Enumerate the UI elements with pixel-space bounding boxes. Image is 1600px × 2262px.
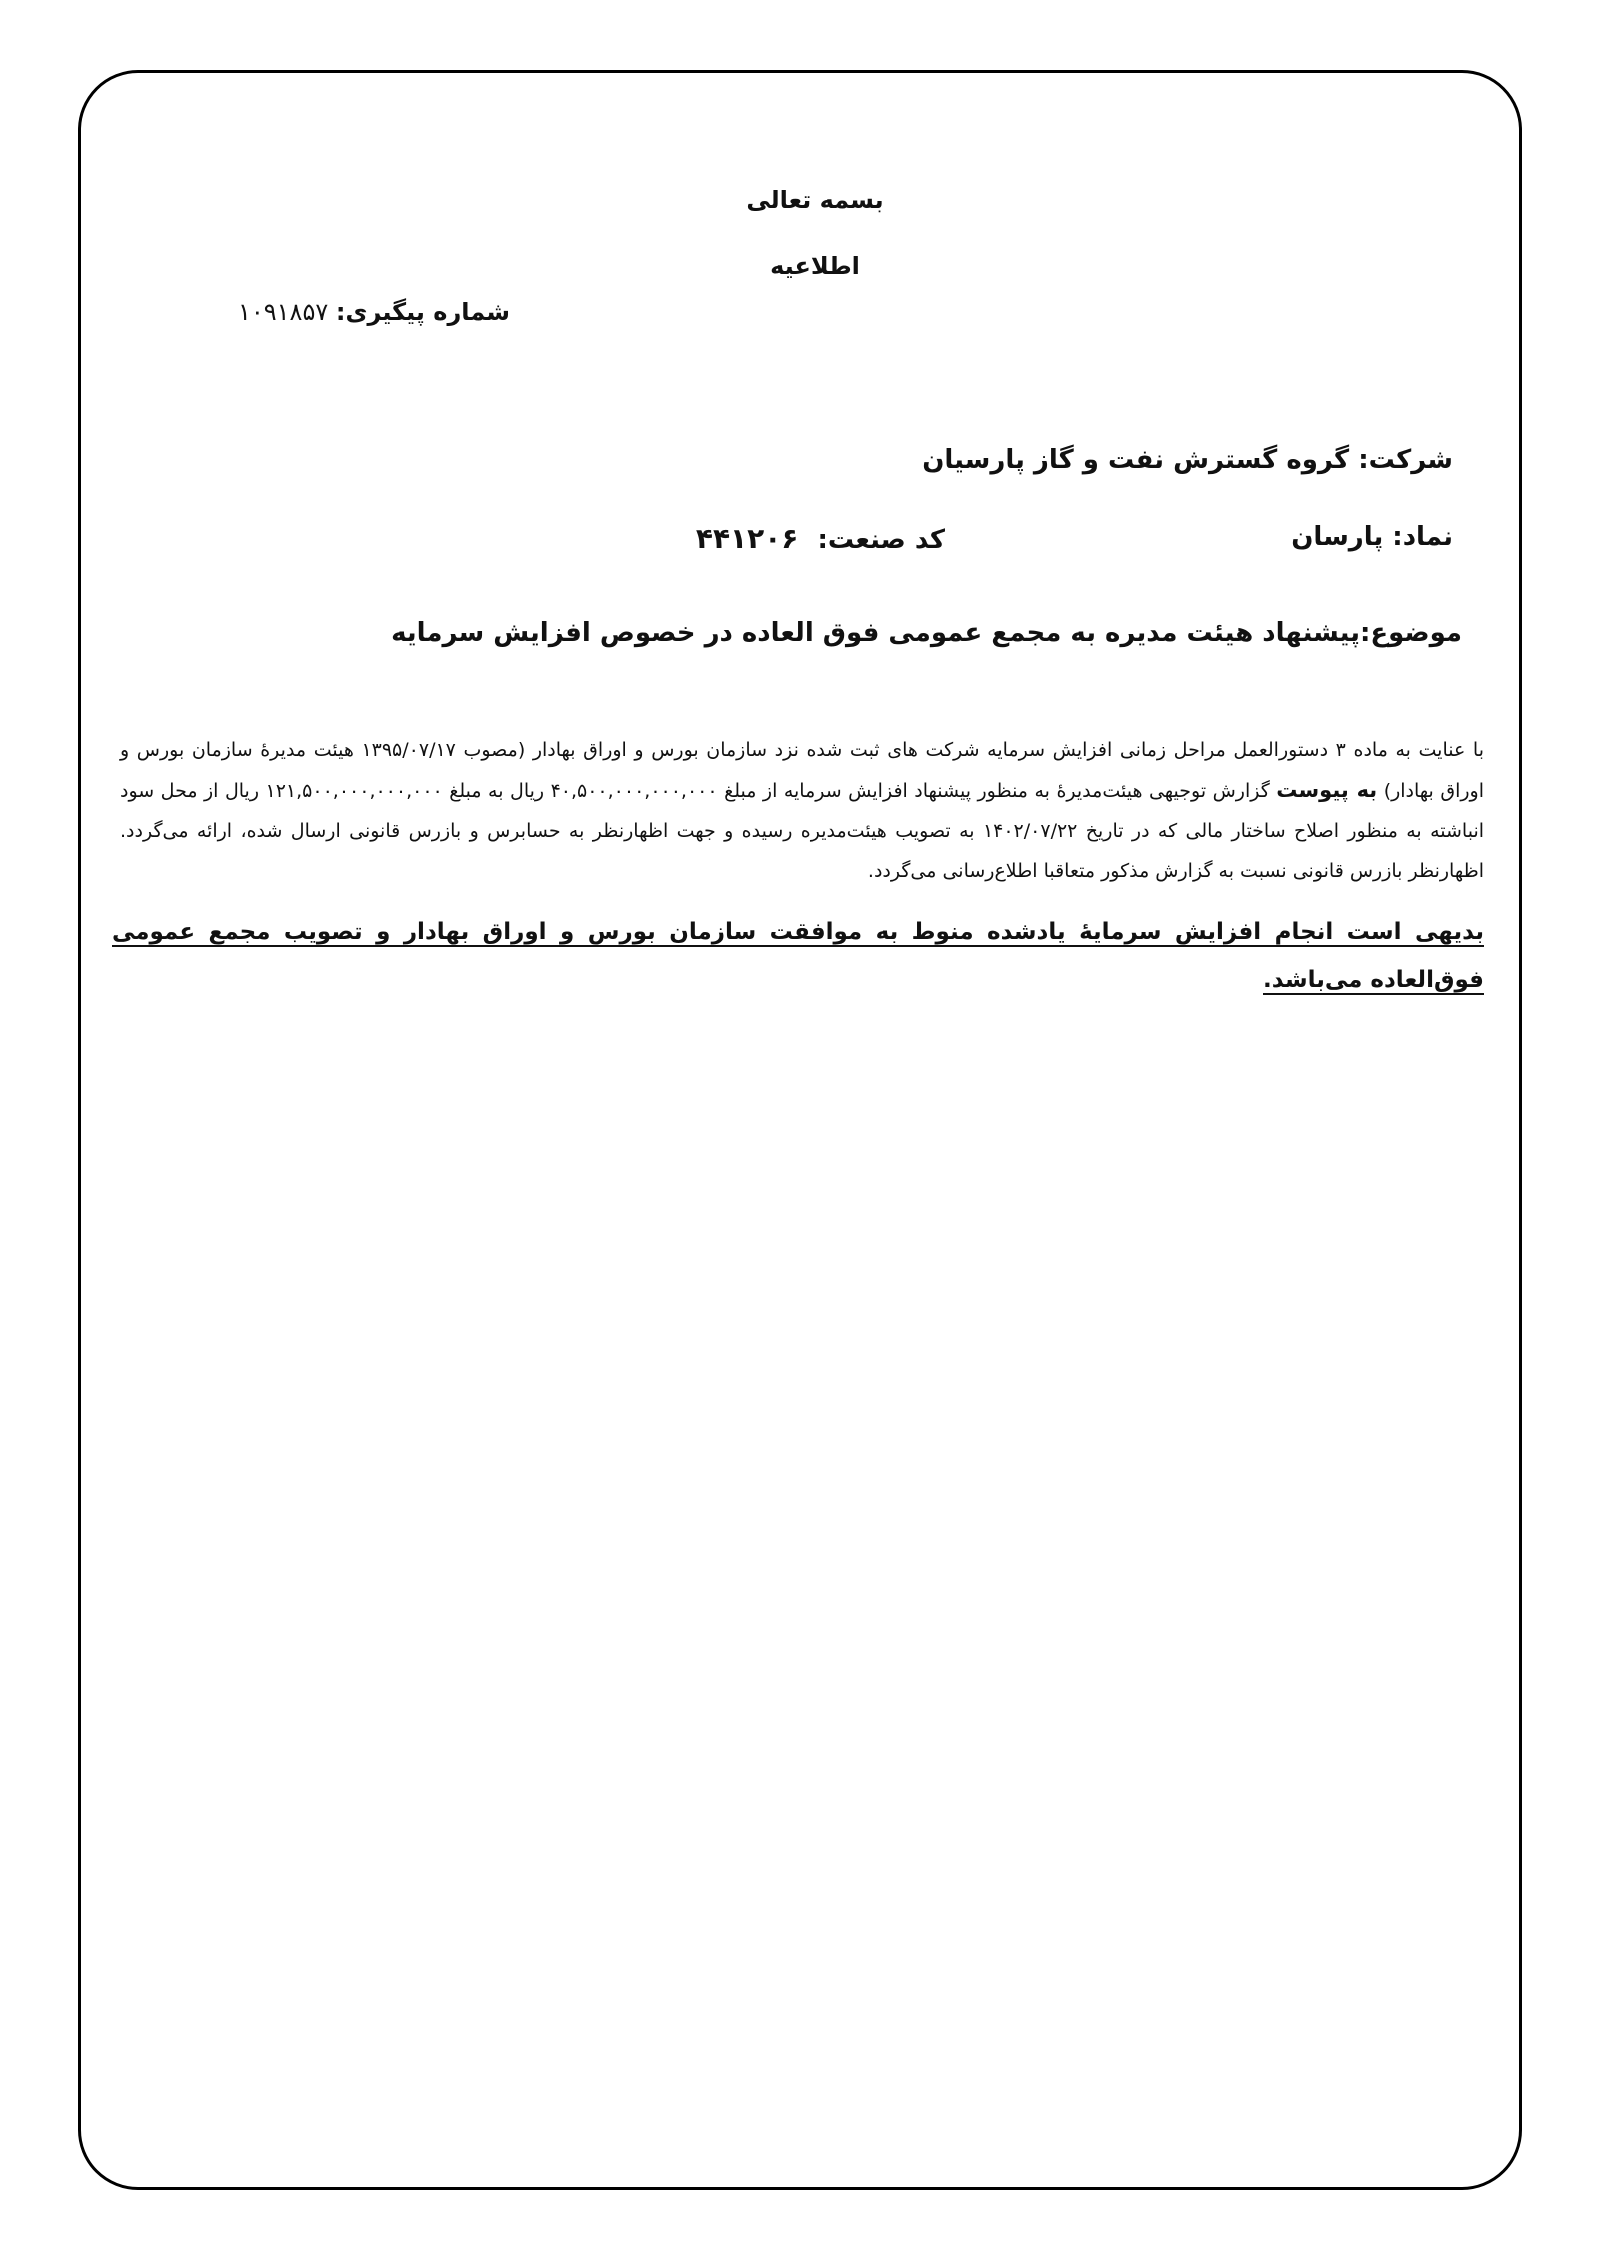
page-border bbox=[78, 70, 1522, 2190]
notice-title: اطلاعیه bbox=[770, 252, 860, 280]
company-name: شرکت: گروه گسترش نفت و گاز پارسیان bbox=[922, 445, 1453, 475]
body-part-2: گزارش توجیهی هیئت‌مدیرهٔ به منظور پیشنهاد افزایش سرمایه از مبلغ ۴۰,۵۰۰,۰۰۰,۰۰۰,۰۰۰ ریال به مبلغ ۱۲۱,۵۰۰,۰۰۰,۰۰۰,۰۰۰ ریال از محل سود انباشته به منظور اصلاح ساختار مالی که در تاریخ ۱۴۰۲/۰۷/۲۲ به تصویب هیئت‌مدیره رسیده و جهت اظهارنظر به حسابرس و بازرس قانونی ارسال شده، ارائه می‌گردد. اظهارنظر بازرس قانونی نسبت به گزارش مذکور متعاقبا اطلاع‌رسانی می‌گردد. bbox=[120, 780, 1485, 882]
body-paragraph bbox=[120, 730, 1484, 891]
invocation-heading: بسمه تعالی bbox=[746, 186, 884, 214]
tracking-label: شماره پیگیری: bbox=[335, 298, 510, 326]
body-part-1: با عنایت به ماده ۳ دستورالعمل مراحل زمانی افزایش سرمایه شرکت های ثبت شده نزد سازمان بورس و اوراق بهادار (مصوب ۱۳۹۵/۰۷/۱۷ هیئت مدیرهٔ سازمان بورس و اوراق بهادار) bbox=[120, 739, 1484, 802]
industry-code-line bbox=[696, 522, 945, 555]
emphasis-paragraph: بدیهی است انجام افزایش سرمایهٔ یادشده منوط به موافقت سازمان بورس و اوراق بهادار و تصویب مجمع عمومی فوق‌العاده می‌باشد. bbox=[112, 919, 1484, 993]
tracking-number-line bbox=[238, 298, 510, 326]
body-attachment-bold: به پیوست bbox=[1276, 778, 1378, 802]
symbol-line: نماد: پارسان bbox=[1291, 522, 1453, 552]
industry-code-label: کد صنعت: bbox=[817, 525, 945, 555]
subject-line: موضوع:پیشنهاد هیئت مدیره به مجمع عمومی فوق العاده در خصوص افزایش سرمایه bbox=[391, 618, 1462, 648]
industry-code: ۴۴۱۲۰۶ bbox=[695, 522, 799, 555]
tracking-number: ۱۰۹۱۸۵۷ bbox=[237, 298, 329, 326]
